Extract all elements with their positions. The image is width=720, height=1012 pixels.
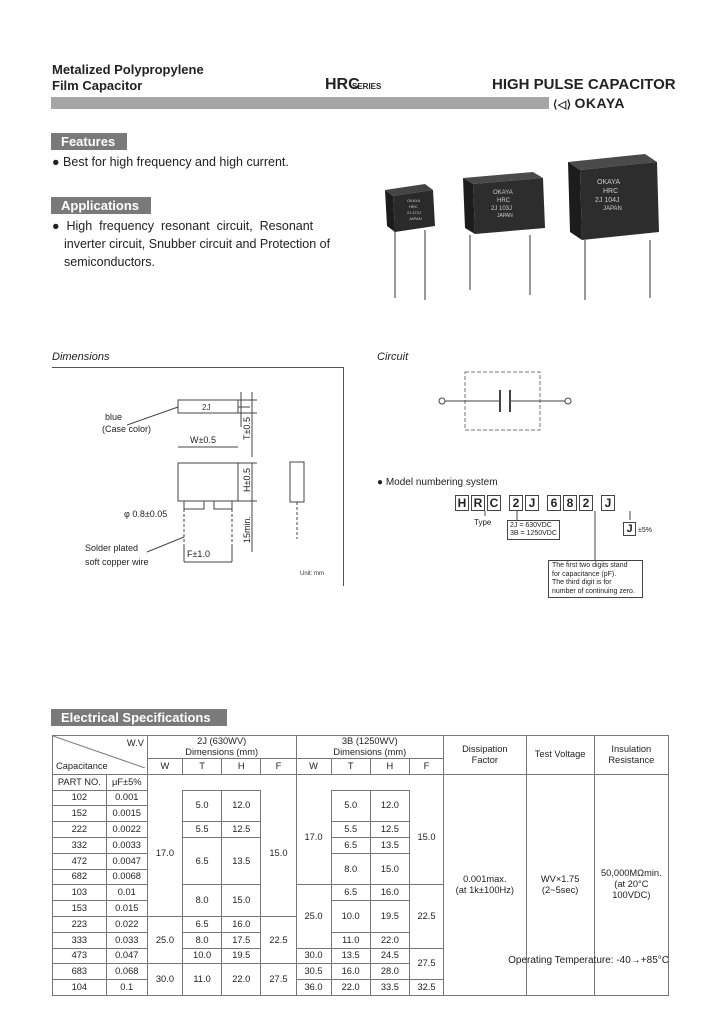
uf-value: 0.022 [106, 916, 147, 932]
wv-label: W.V [126, 738, 144, 748]
capacitance-label: Capacitance [56, 760, 108, 771]
capacitor-small [385, 184, 435, 300]
col-h-2j: H [222, 759, 261, 775]
t-2j: 8.0 [182, 932, 221, 948]
uf-value: 0.047 [106, 948, 147, 964]
model-box-9: J [601, 495, 615, 511]
electrical-heading: Electrical Specifications [51, 709, 227, 726]
applications-heading: Applications [51, 197, 151, 214]
df-l1: 0.001max. [463, 873, 507, 884]
h-3b: 13.5 [370, 837, 409, 853]
page-title: HIGH PULSE CAPACITOR [492, 76, 676, 93]
note-2: for capacitance (pF). [552, 570, 617, 578]
part-no: 152 [53, 806, 107, 822]
circuit-heading: Circuit [377, 351, 409, 363]
part-no: 333 [53, 932, 107, 948]
t-3b: 13.5 [331, 948, 370, 964]
part-no-header: PART NO. [53, 774, 107, 790]
insulation-l2: Resistance [608, 754, 655, 765]
phi-label: φ 0.8±0.05 [124, 509, 168, 519]
model-box-7: 8 [563, 495, 577, 511]
cap2-print-1: OKAYA [493, 190, 513, 196]
f-label: F±1.0 [187, 549, 210, 559]
part-no: 153 [53, 901, 107, 917]
group-3b-dims: Dimensions (mm) [333, 747, 407, 757]
cap3-print-3: 2J 104J [595, 197, 620, 204]
solder-label-2: soft copper wire [85, 557, 149, 567]
note-3: The third digit is for [552, 579, 612, 586]
cap3-print-2: HRC [603, 188, 619, 195]
col-w-2j: W [147, 759, 182, 775]
test-voltage-header: Test Voltage [526, 736, 594, 775]
features-heading: Features [51, 133, 127, 150]
ir-l2: (at 20°C 100VDC) [612, 879, 651, 901]
t-2j: 10.0 [182, 948, 221, 964]
h-2j: 16.0 [222, 916, 261, 932]
product-line-2: Film Capacitor [52, 78, 143, 93]
uf-value: 0.068 [106, 964, 147, 980]
group-3b [296, 736, 444, 759]
model-box-5: J [525, 495, 539, 511]
uf-value: 0.1 [106, 980, 147, 996]
f-3b: 15.0 [409, 790, 443, 885]
capacitance-note [548, 560, 643, 598]
series-code: HRC [325, 76, 360, 93]
cap3-print-4: JAPAN [603, 206, 622, 212]
h-3b: 28.0 [370, 964, 409, 980]
cap1-print-1: OKAYA [407, 198, 421, 203]
col-f-3b: F [409, 759, 443, 775]
dissipation-header [444, 736, 527, 775]
app-line-1: High frequency resonant circuit, Resonant [66, 219, 314, 233]
uf-value: 0.033 [106, 932, 147, 948]
f-3b: 27.5 [409, 948, 443, 980]
w-2j: 17.0 [147, 790, 182, 916]
ir-l1: 50,000MΩmin. [600, 868, 662, 879]
cap2-print-3: 2J 103J [491, 206, 513, 212]
w-2j: 25.0 [147, 916, 182, 963]
h-2j: 17.5 [222, 932, 261, 948]
t-2j: 6.5 [182, 916, 221, 932]
model-box-6: 6 [547, 495, 561, 511]
uf-value: 0.001 [106, 790, 147, 806]
col-t-3b: T [331, 759, 370, 775]
w-2j: 30.0 [147, 964, 182, 996]
dissipation-l1: Dissipation [462, 743, 508, 754]
t-3b: 5.0 [331, 790, 370, 822]
h-2j: 22.0 [222, 964, 261, 996]
df-l2: (at 1k±100Hz) [455, 884, 514, 895]
part-no: 104 [53, 980, 107, 996]
h-3b: 33.5 [370, 980, 409, 996]
t-3b: 11.0 [331, 932, 370, 948]
model-box-1: H [455, 495, 469, 511]
col-t-2j: T [182, 759, 221, 775]
uf-value: 0.0047 [106, 853, 147, 869]
model-heading: ● Model numbering system [377, 477, 498, 488]
uf-value: 0.0015 [106, 806, 147, 822]
voltage-code-2: 3B = 1250VDC [510, 530, 557, 537]
applications-text: ● High frequency resonant circuit, Resonant inverter circuit, Snubber circuit and Protection of semiconductors. [52, 217, 347, 271]
voltage-code-1: 2J = 630VDC [510, 522, 552, 529]
t-3b: 6.5 [331, 885, 370, 901]
app-line-3: semiconductors. [64, 255, 156, 269]
f-3b: 22.5 [409, 885, 443, 948]
w-3b: 17.0 [296, 790, 331, 885]
part-no: 472 [53, 853, 107, 869]
product-photo [375, 150, 670, 310]
col-w-3b: W [296, 759, 331, 775]
app-line-2: inverter circuit, Snubber circuit and Protection of [64, 237, 331, 251]
f-2j: 27.5 [261, 964, 296, 996]
solder-label-1: Solder plated [85, 543, 139, 553]
f-2j: 22.5 [261, 916, 296, 963]
t-3b: 6.5 [331, 837, 370, 853]
side-view-case [290, 462, 304, 502]
t-2j: 5.0 [182, 790, 221, 822]
cap1-print-3: 2J 472J [407, 210, 422, 215]
tol-box: J [623, 522, 636, 536]
product-type [52, 62, 204, 94]
h-3b: 16.0 [370, 885, 409, 901]
insulation-l1: Insulation [611, 743, 652, 754]
model-box-3: C [487, 495, 501, 511]
wv-capacitance-header [53, 736, 148, 775]
uf-value: 0.0022 [106, 822, 147, 838]
part-no: 102 [53, 790, 107, 806]
h-2j: 15.0 [222, 885, 261, 917]
h-3b: 12.0 [370, 790, 409, 822]
w-3b: 30.5 [296, 964, 331, 980]
product-line-1: Metalized Polypropylene [52, 62, 204, 77]
model-box-4: 2 [509, 495, 523, 511]
case-mark: 2J [202, 403, 211, 412]
cap2-print-4: JAPAN [497, 213, 513, 219]
insulation-header [594, 736, 668, 775]
circuit-diagram [435, 370, 575, 432]
t-label: T±0.5 [242, 417, 252, 440]
blue-label: blue [105, 412, 123, 422]
group-2j-dims: Dimensions (mm) [185, 747, 259, 757]
part-no: 222 [53, 822, 107, 838]
tv-l1: WV×1.75 [540, 873, 580, 884]
group-2j [147, 736, 296, 759]
model-heading-text: Model numbering system [385, 477, 498, 488]
group-2j-label: 2J (630WV) [197, 736, 247, 746]
t-3b: 10.0 [331, 901, 370, 933]
cap3-print-1: OKAYA [597, 179, 621, 186]
cap2-print-2: HRC [497, 198, 510, 204]
part-no: 682 [53, 869, 107, 885]
t-3b: 16.0 [331, 964, 370, 980]
col-f-2j: F [261, 759, 296, 775]
h-3b: 24.5 [370, 948, 409, 964]
cap1-print-4: JAPAN [409, 216, 422, 221]
h-2j: 13.5 [222, 837, 261, 884]
col-h-3b: H [370, 759, 409, 775]
case-color-label: (Case color) [102, 424, 152, 434]
features-item: ● Best for high frequency and high current. [52, 155, 289, 169]
cap1-print-2: HRC [409, 204, 418, 209]
part-no: 473 [53, 948, 107, 964]
okaya-logo-icon: ⟨◁⟩ [553, 99, 572, 111]
h-3b: 22.0 [370, 932, 409, 948]
uf-value: 0.015 [106, 901, 147, 917]
note-4: number of continuing zero. [552, 587, 635, 595]
part-no: 332 [53, 837, 107, 853]
h-3b: 12.5 [370, 822, 409, 838]
group-3b-label: 3B (1250WV) [341, 736, 398, 746]
w-label: W±0.5 [190, 435, 216, 445]
f-2j: 15.0 [261, 790, 296, 916]
uf-header: μF±5% [106, 774, 147, 790]
t-2j: 11.0 [182, 964, 221, 996]
part-no: 683 [53, 964, 107, 980]
h-2j: 12.0 [222, 790, 261, 822]
brand-name: OKAYA [574, 95, 626, 111]
h-2j: 12.5 [222, 822, 261, 838]
w-3b: 25.0 [296, 885, 331, 948]
t-2j: 5.5 [182, 822, 221, 838]
lead-length-label: 15min. [242, 515, 252, 543]
series-word: SERIES [352, 82, 382, 91]
model-box-8: 2 [579, 495, 593, 511]
h-label: H±0.5 [242, 468, 252, 492]
h-3b: 15.0 [370, 853, 409, 885]
uf-value: 0.01 [106, 885, 147, 901]
capacitor-medium [463, 172, 545, 295]
w-3b: 30.0 [296, 948, 331, 964]
t-3b: 5.5 [331, 822, 370, 838]
t-3b: 8.0 [331, 853, 370, 885]
t-2j: 8.0 [182, 885, 221, 917]
h-2j: 19.5 [222, 948, 261, 964]
part-no: 223 [53, 916, 107, 932]
unit-label: Unit: mm [300, 571, 324, 577]
note-1: The first two digits stand [552, 562, 628, 569]
f-3b: 32.5 [409, 980, 443, 996]
h-3b: 19.5 [370, 901, 409, 933]
part-no: 103 [53, 885, 107, 901]
tv-l2: (2~5sec) [541, 884, 579, 895]
model-box-2: R [471, 495, 485, 511]
tol-text: ±5% [638, 527, 652, 534]
uf-value: 0.0068 [106, 869, 147, 885]
dimensions-heading: Dimensions [52, 351, 110, 363]
t-3b: 22.0 [331, 980, 370, 996]
dissipation-l2: Factor [471, 754, 498, 765]
front-view-case [178, 463, 238, 501]
t-2j: 6.5 [182, 837, 221, 884]
type-label: Type [474, 518, 492, 527]
feature-text: Best for high frequency and high current. [63, 155, 289, 169]
brand-logo [549, 96, 669, 110]
w-3b: 36.0 [296, 980, 331, 996]
blue-leader [127, 407, 178, 425]
uf-value: 0.0033 [106, 837, 147, 853]
operating-temp: Operating Temperature: -40→+85°C [508, 955, 669, 966]
capacitor-large [568, 154, 659, 300]
